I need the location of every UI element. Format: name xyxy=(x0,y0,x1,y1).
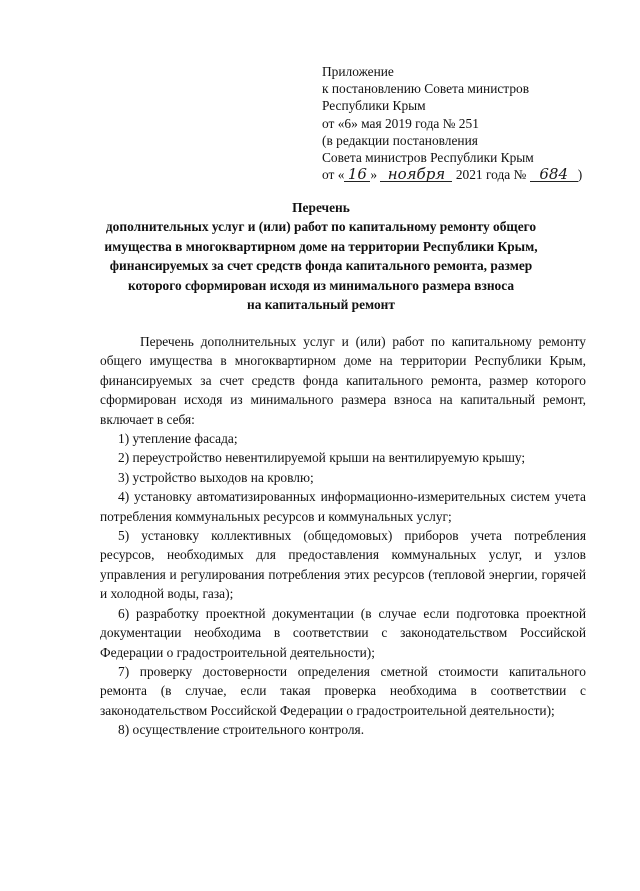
appendix-line: (в редакции постановления xyxy=(322,132,478,148)
handwritten-number: 684 xyxy=(530,167,578,182)
list-item: 2) переустройство невентилируемой крыши на вентилируемую крышу; xyxy=(118,450,526,466)
list-item: 6) разработку проектной документации (в случае если подготовка проектной документации необходима в соответствии с законодательством Российской Федерации о градостроительной деятельности); xyxy=(100,605,586,660)
title-line: имущества в многоквартирном доме на территории Республики Крым, xyxy=(104,238,538,254)
title-line: которого сформирован исходя из минимального размера взноса xyxy=(127,277,515,293)
amendment-date-line xyxy=(322,166,582,183)
appendix-line: к постановлению Совета министров xyxy=(322,81,530,97)
appendix-line: Республики Крым xyxy=(322,98,426,114)
date-prefix: от « xyxy=(322,167,345,183)
list-item: 5) установку коллективных (общедомовых) приборов учета потребления ресурсов, необходимых для предоставления коммунальных услуг, и узлов управления и регулирования потребления этих ресурсов (тепловой энергии, горячей и холодной воды, газа); xyxy=(100,528,586,602)
document-title xyxy=(96,198,546,314)
appendix-block xyxy=(322,63,582,183)
handwritten-month: ноября xyxy=(380,167,452,182)
title-line: дополнительных услуг и (или) работ по капитальному ремонту общего xyxy=(105,219,537,235)
list-item: 1) утепление фасада; xyxy=(118,431,238,447)
list-item: 8) осуществление строительного контроля. xyxy=(118,722,365,738)
appendix-line: Совета министров Республики Крым xyxy=(322,150,534,166)
title-line: на капитальный ремонт xyxy=(247,297,395,313)
list-item: 7) проверку достоверности определения сметной стоимости капитального ремонта (в случае, если такая проверка необходима в соответствии с законодательством Российской Федерации о градостроительной деятельности); xyxy=(100,663,586,718)
list-item: 3) устройство выходов на кровлю; xyxy=(118,469,314,485)
date-year: 2021 года № xyxy=(455,167,527,183)
date-quote: » xyxy=(370,167,378,183)
title-line: Перечень xyxy=(292,200,350,215)
title-line: финансируемых за счет средств фонда капитального ремонта, размер xyxy=(109,258,533,274)
date-suffix: ) xyxy=(577,167,583,183)
intro-paragraph: Перечень дополнительных услуг и (или) работ по капитальному ремонту общего имущества в многоквартирном доме на территории Республики Крым, финансируемых за счет средств фонда капитального ремонта, размер которого сформирован исходя из минимального размера взноса на капитальный ремонт, включает в себя: xyxy=(100,334,586,427)
list-item: 4) установку автоматизированных информационно-измерительных систем учета потребления коммунальных ресурсов и коммунальных услуг; xyxy=(100,489,586,524)
document-body xyxy=(100,332,586,740)
handwritten-day: 16 xyxy=(344,167,370,182)
appendix-original-date: от «6» мая 2019 года № 251 xyxy=(322,115,479,131)
appendix-heading: Приложение xyxy=(322,64,394,79)
